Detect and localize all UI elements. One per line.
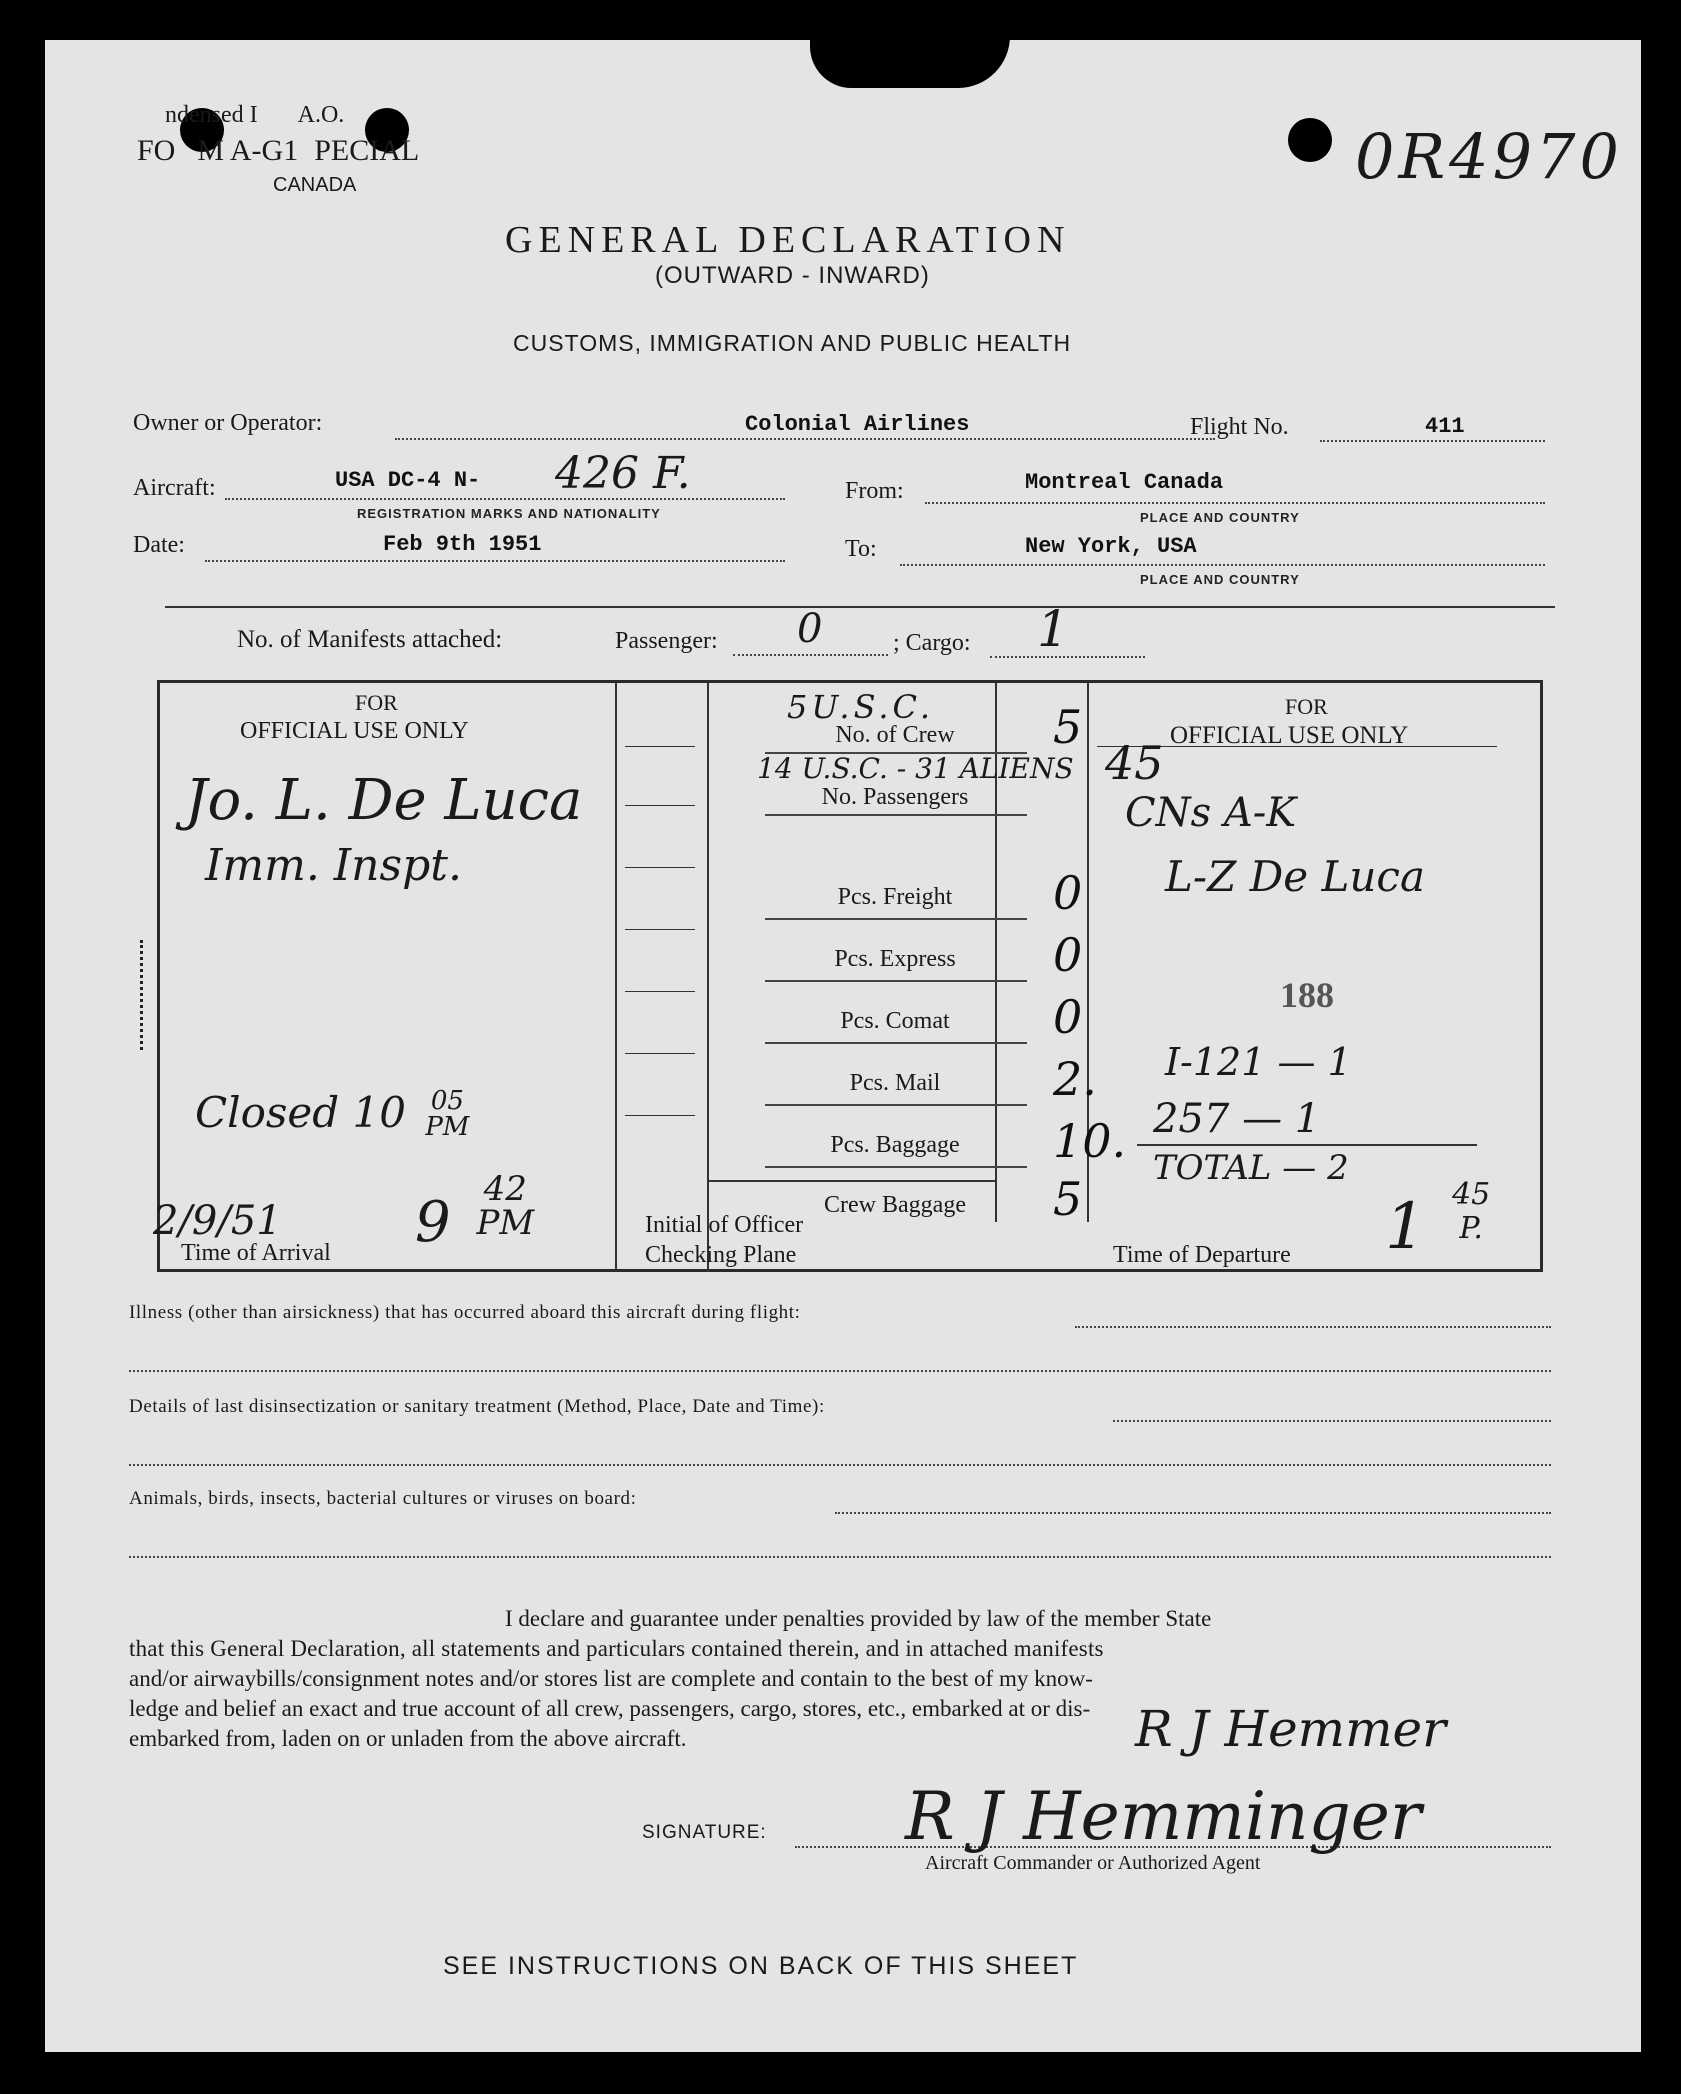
passenger-count: 45 [1105, 736, 1164, 790]
date-label: Date: [133, 532, 185, 558]
header-rule [165, 606, 1555, 608]
row-label-mail: Pcs. Mail [849, 1070, 941, 1096]
row-rule [765, 1042, 1027, 1044]
row-value-crew-baggage: 5 [1053, 1172, 1083, 1226]
gutter-line [625, 805, 695, 806]
cargo-label: ; Cargo: [893, 630, 971, 656]
declaration-line-2: that this General Declaration, all statements and particulars contained therein, and in attached manifests [129, 1636, 1104, 1661]
row-label-comat: Pcs. Comat [840, 1008, 950, 1034]
manifests-label: No. of Manifests attached: [237, 626, 503, 653]
row-rule [765, 980, 1027, 982]
departure-label: Time of Departure [1113, 1242, 1291, 1268]
arrival-label: Time of Arrival [181, 1240, 331, 1266]
animals-line-2 [129, 1556, 1551, 1558]
declaration-line-3: and/or airwaybills/consignment notes and/or stores list are complete and contain to the best of my know- [129, 1666, 1093, 1691]
row-rule [765, 752, 1027, 754]
gutter-line [625, 1053, 695, 1054]
tally-underline [1137, 1144, 1477, 1146]
right-heading-for: FOR [1285, 694, 1328, 719]
from-line [925, 502, 1545, 504]
tally-line-1: I-121 — 1 [1165, 1040, 1352, 1084]
form-line2b: M A-G1 [197, 134, 299, 167]
arrival-date: 2/9/51 [153, 1198, 282, 1244]
date-line [205, 560, 785, 562]
flight-label: Flight No. [1190, 414, 1289, 440]
form-line2c: PECIAL [314, 134, 420, 167]
to-line [900, 564, 1545, 566]
illness-line [1075, 1326, 1551, 1328]
row-value-freight: 0 [1053, 866, 1083, 920]
row-rule [765, 814, 1027, 816]
passenger-label: Passenger: [615, 628, 718, 654]
animals-label: Animals, birds, insects, bacterial cultures or viruses on board: [129, 1488, 637, 1509]
punch-hole-right [1288, 118, 1332, 162]
right-note-1: CNs A-K [1125, 790, 1297, 836]
signature-caption: Aircraft Commander or Authorized Agent [925, 1852, 1261, 1874]
owner-value: Colonial Airlines [745, 412, 970, 437]
row-rule [765, 918, 1027, 920]
closed-minutes: 05 [430, 1086, 464, 1116]
row-label-baggage: Pcs. Baggage [830, 1132, 960, 1158]
flight-line [1320, 440, 1545, 442]
form-country: CANADA [273, 174, 357, 196]
departure-hour: 1 [1385, 1190, 1426, 1264]
box-bottom-inner-rule [707, 1180, 997, 1182]
arrival-minutes: 42 [483, 1169, 527, 1209]
gutter-line [625, 867, 695, 868]
to-label: To: [845, 536, 877, 562]
row-rule [765, 1104, 1027, 1106]
disinsect-line-2 [129, 1464, 1551, 1466]
closed-label: Closed 10 [195, 1088, 406, 1137]
row-value-express: 0 [1053, 928, 1083, 982]
row-label-freight: Pcs. Freight [837, 884, 953, 910]
closed-time [195, 1088, 469, 1140]
row-value-comat: 0 [1053, 990, 1083, 1044]
row-label-crew-baggage: Crew Baggage [824, 1192, 966, 1218]
disinsect-label: Details of last disinsectization or sanitary treatment (Method, Place, Date and Time): [129, 1396, 825, 1417]
left-officer-title: Imm. Inspt. [205, 840, 462, 891]
row-label-passengers: No. Passengers [821, 784, 969, 810]
signature-main: R J Hemminger [905, 1778, 1422, 1855]
passenger-note: 14 U.S.C. - 31 ALIENS [757, 752, 1074, 785]
gutter-line [625, 991, 695, 992]
owner-label: Owner or Operator: [133, 410, 323, 436]
declaration-line-5: embarked from, laden on or unladen from the above aircraft. [129, 1726, 687, 1751]
cargo-value: 1 [1037, 600, 1069, 658]
passenger-line [733, 654, 888, 656]
tally-total: TOTAL — 2 [1153, 1148, 1349, 1188]
tally-line-2: 257 — 1 [1153, 1096, 1321, 1142]
flight-value: 411 [1425, 414, 1465, 439]
departure-time [1385, 1177, 1491, 1264]
row-label-crew: No. of Crew [835, 722, 955, 748]
box-divider-2 [707, 682, 709, 1272]
stamp-number: 188 [1280, 975, 1334, 1015]
aircraft-hand: 426 F. [555, 448, 691, 499]
form-line1b: A.O. [297, 102, 345, 128]
to-caption: PLACE AND COUNTRY [1140, 572, 1300, 587]
row-value-baggage: 10. [1053, 1114, 1127, 1168]
gutter-line [625, 1115, 695, 1116]
from-value: Montreal Canada [1025, 470, 1224, 495]
aircraft-value: USA DC-4 N- [335, 468, 481, 493]
form-line2a: FO [137, 134, 176, 167]
left-officer-signature: Jo. L. De Luca [185, 768, 583, 833]
disinsect-line [1113, 1420, 1551, 1422]
passenger-value: 0 [797, 606, 823, 652]
aircraft-line [225, 498, 785, 500]
form-section: CUSTOMS, IMMIGRATION AND PUBLIC HEALTH [513, 330, 1072, 356]
left-heading-official: OFFICIAL USE ONLY [240, 718, 469, 744]
initial-label-1: Initial of Officer [645, 1212, 804, 1238]
gutter-line [625, 929, 695, 930]
owner-line [395, 438, 1215, 440]
arrival-ampm: PM [476, 1203, 535, 1243]
footer-instructions: SEE INSTRUCTIONS ON BACK OF THIS SHEET [443, 1952, 1079, 1980]
declaration-line-4: ledge and belief an exact and true account of all crew, passengers, cargo, stores, etc., embarked at or dis- [129, 1696, 1091, 1721]
row-label-express: Pcs. Express [834, 946, 956, 972]
left-heading-for: FOR [355, 690, 398, 715]
file-number: 0R4970 [1355, 120, 1623, 193]
departure-minutes: 45 [1452, 1177, 1491, 1212]
document-sheet [45, 40, 1641, 2052]
left-margin-mark [140, 940, 146, 1050]
box-divider-1 [615, 682, 617, 1272]
row-rule [765, 1166, 1027, 1168]
right-heading-official: OFFICIAL USE ONLY [1170, 722, 1409, 749]
form-line2 [137, 134, 419, 168]
illness-label: Illness (other than airsickness) that has occurred aboard this aircraft during flight: [129, 1302, 801, 1323]
form-line1: ndensed I [165, 102, 258, 128]
closed-ampm: PM [425, 1112, 470, 1142]
gutter-line [625, 746, 695, 747]
aircraft-caption: REGISTRATION MARKS AND NATIONALITY [357, 506, 661, 521]
crew-note: 5U.S.C. [787, 688, 935, 726]
torn-top-notch [810, 36, 1010, 88]
initial-label-2: Checking Plane [645, 1242, 797, 1268]
from-label: From: [845, 478, 904, 504]
row-value-mail: 2. [1053, 1052, 1097, 1106]
aircraft-label: Aircraft: [133, 475, 216, 501]
to-value: New York, USA [1025, 534, 1197, 559]
arrival-time [415, 1169, 535, 1255]
row-value-crew: 5 [1053, 700, 1083, 754]
departure-ampm: P. [1459, 1211, 1483, 1246]
declaration-line-1: I declare and guarantee under penalties provided by law of the member State [505, 1606, 1212, 1631]
signature-upper: R J Hemmer [1135, 1700, 1446, 1758]
signature-label: SIGNATURE: [642, 1822, 767, 1843]
right-note-2: L-Z De Luca [1165, 852, 1425, 901]
animals-line [835, 1512, 1551, 1514]
arrival-hour: 9 [415, 1190, 451, 1255]
form-subtitle: (OUTWARD - INWARD) [655, 262, 930, 289]
form-designation [165, 102, 344, 129]
from-caption: PLACE AND COUNTRY [1140, 510, 1300, 525]
date-value: Feb 9th 1951 [383, 532, 542, 557]
illness-line-2 [129, 1370, 1551, 1372]
form-title: GENERAL DECLARATION [505, 219, 1071, 261]
